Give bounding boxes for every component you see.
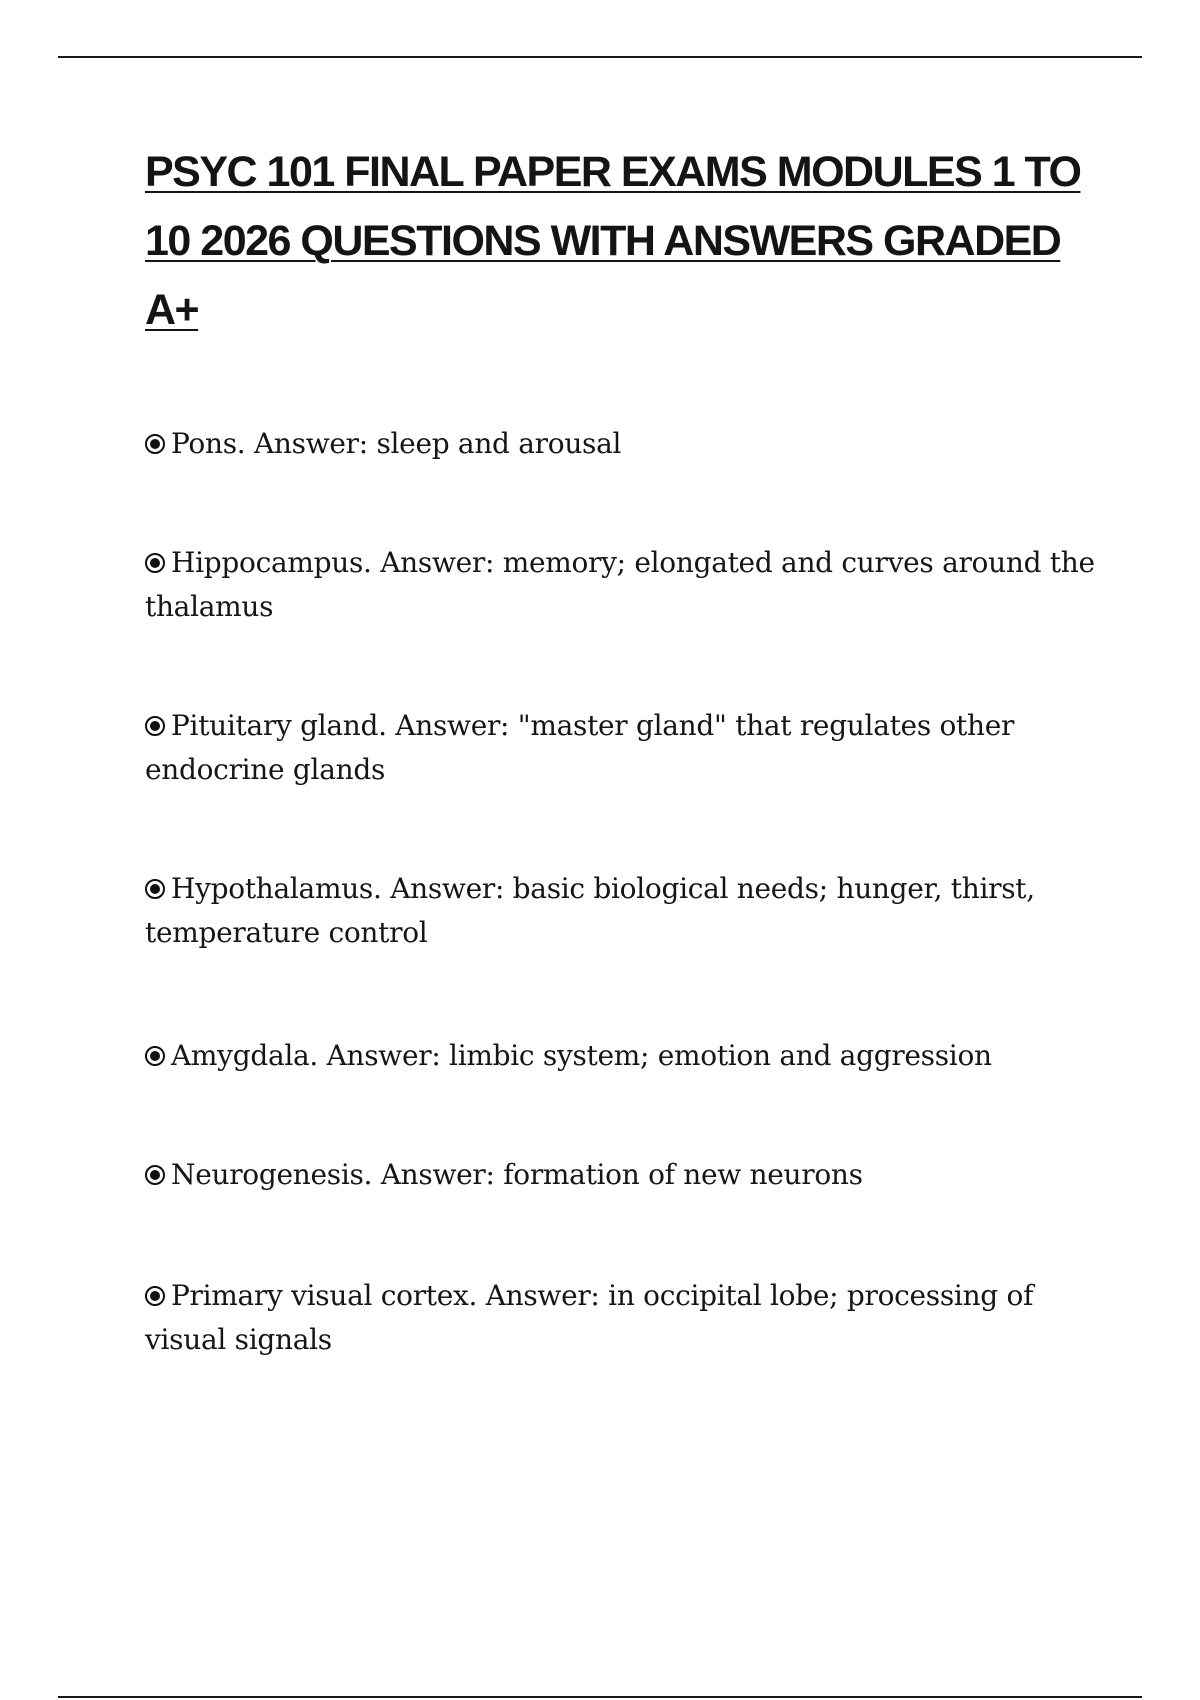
top-divider xyxy=(58,56,1142,58)
qa-item xyxy=(145,1153,1105,1197)
radio-bullet-icon xyxy=(145,434,165,454)
qa-item-text: Neurogenesis. Answer: formation of new neurons xyxy=(171,1158,863,1191)
qa-item-text: Primary visual cortex. Answer: in occipital lobe; processing of visual signals xyxy=(145,1279,1034,1356)
radio-bullet-icon xyxy=(145,1165,165,1185)
bottom-divider xyxy=(58,1696,1142,1698)
qa-item xyxy=(145,422,1105,466)
radio-bullet-icon xyxy=(145,879,165,899)
qa-item-text: Pituitary gland. Answer: "master gland" that regulates other endocrine glands xyxy=(145,709,1015,786)
qa-item xyxy=(145,867,1105,955)
qa-item-text: Amygdala. Answer: limbic system; emotion and aggression xyxy=(171,1039,992,1072)
qa-item-text: Pons. Answer: sleep and arousal xyxy=(171,427,622,460)
qa-item xyxy=(145,541,1105,629)
qa-item xyxy=(145,704,1105,792)
document-title: PSYC 101 FINAL PAPER EXAMS MODULES 1 TO 10 2026 QUESTIONS WITH ANSWERS GRADED A+ xyxy=(145,148,1081,334)
radio-bullet-icon xyxy=(145,716,165,736)
qa-item-text: Hypothalamus. Answer: basic biological needs; hunger, thirst, temperature control xyxy=(145,872,1035,949)
radio-bullet-icon xyxy=(145,553,165,573)
radio-bullet-icon xyxy=(145,1046,165,1066)
qa-item xyxy=(145,1034,1105,1078)
radio-bullet-icon xyxy=(145,1286,165,1306)
qa-item xyxy=(145,1274,1105,1362)
qa-item-text: Hippocampus. Answer: memory; elongated and curves around the thalamus xyxy=(145,546,1095,623)
